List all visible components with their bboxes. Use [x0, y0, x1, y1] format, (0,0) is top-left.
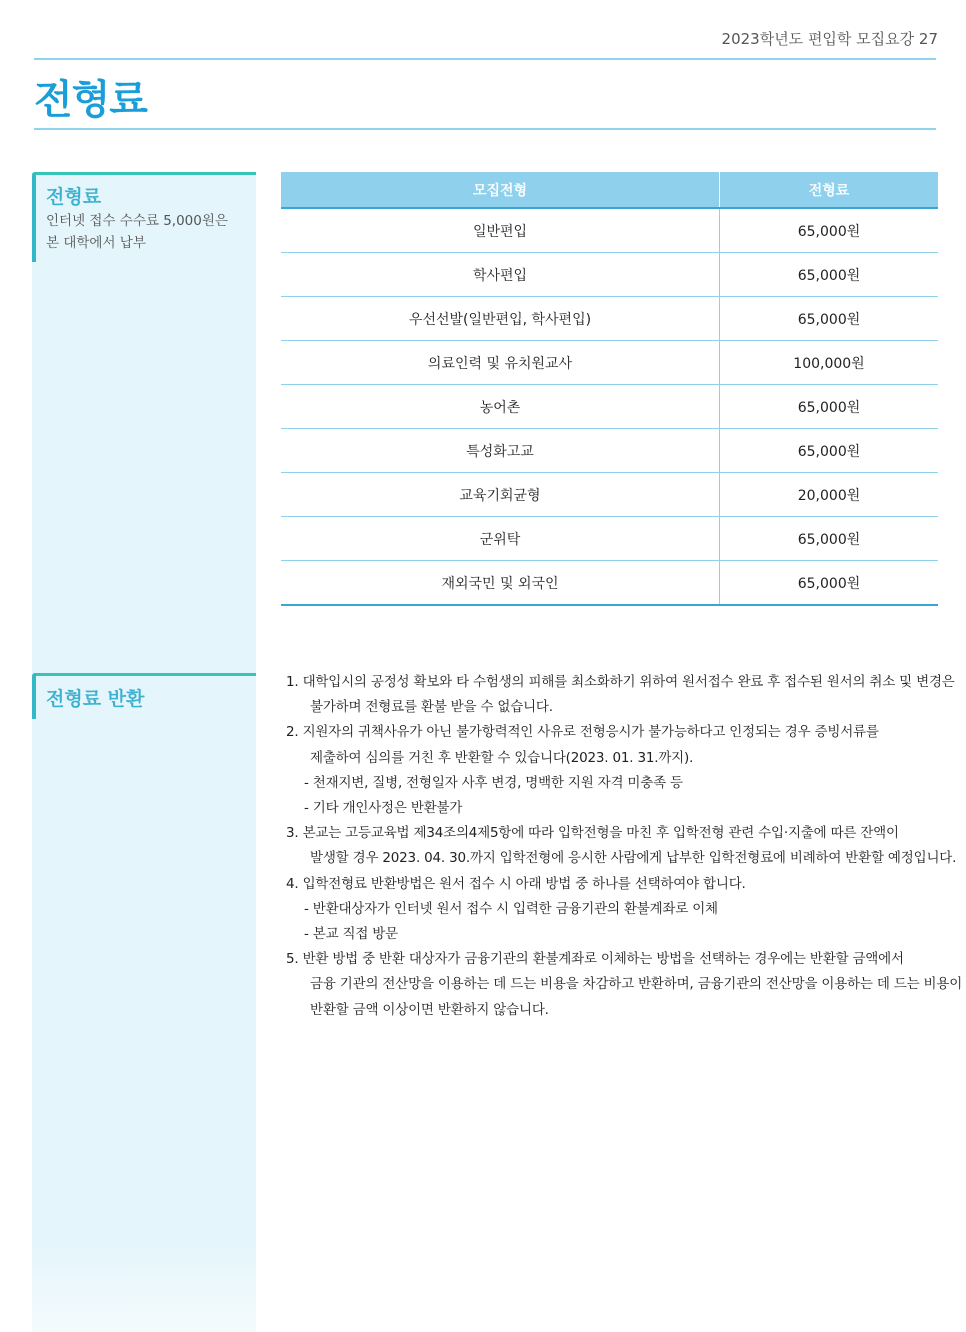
table-cell-fee: 100,000원 [720, 341, 939, 385]
sidebar-section-refund [32, 673, 256, 719]
refund-item: 5. 반환 방법 중 반환 대상자가 금융기관의 환불계좌로 이체하는 방법을 선택하는 경우에는 반환할 금액에서 [286, 951, 904, 968]
table-row [281, 253, 938, 297]
table-row [281, 517, 938, 561]
section-accent-line [32, 673, 256, 676]
table-cell-type: 일반편입 [281, 208, 720, 253]
refund-subitem: - 반환대상자가 인터넷 원서 접수 시 입력한 금융기관의 환불계좌로 이체 [304, 900, 718, 917]
sidebar-desc-line: 인터넷 접수 수수료 5,000원은 [46, 213, 228, 229]
fee-table [281, 172, 938, 606]
refund-subitem: - 본교 직접 방문 [304, 926, 398, 943]
section-accent-line [32, 172, 256, 175]
table-row [281, 297, 938, 341]
table-row [281, 429, 938, 473]
sidebar-desc-fee [46, 210, 252, 254]
sidebar-panel [32, 172, 256, 1332]
running-head: 2023학년도 편입학 모집요강 27 [721, 30, 938, 48]
table-cell-type: 학사편입 [281, 253, 720, 297]
title-divider [34, 128, 936, 130]
refund-item: 4. 입학전형료 반환방법은 원서 접수 시 아래 방법 중 하나를 선택하여야 합니다. [286, 875, 746, 892]
refund-item-continued: 불가하며 전형료를 환불 받을 수 없습니다. [310, 699, 553, 716]
table-cell-type: 교육기회균형 [281, 473, 720, 517]
table-cell-fee: 65,000원 [720, 429, 939, 473]
sidebar-heading-refund: 전형료 반환 [46, 688, 145, 710]
table-cell-type: 농어촌 [281, 385, 720, 429]
refund-item: 3. 본교는 고등교육법 제34조의4제5항에 따라 입학전형을 마친 후 입학전형 관련 수입·지출에 따른 잔액이 [286, 825, 899, 842]
sidebar-section-fee [32, 172, 256, 262]
table-cell-type: 우선선발(일반편입, 학사편입) [281, 297, 720, 341]
section-accent-bar [32, 673, 36, 719]
table-row [281, 208, 938, 253]
table-cell-fee: 65,000원 [720, 385, 939, 429]
table-cell-type: 의료인력 및 유치원교사 [281, 341, 720, 385]
refund-item-continued: 제출하여 심의를 거친 후 반환할 수 있습니다(2023. 01. 31.까지). [310, 749, 694, 766]
header-divider [34, 58, 936, 60]
sidebar-desc-line: 본 대학에서 납부 [46, 235, 146, 251]
refund-item-continued: 반환할 금액 이상이면 반환하지 않습니다. [310, 1001, 549, 1018]
table-row [281, 341, 938, 385]
table-cell-fee: 65,000원 [720, 517, 939, 561]
table-row [281, 385, 938, 429]
column-header: 전형료 [720, 172, 939, 208]
table-cell-fee: 20,000원 [720, 473, 939, 517]
table-cell-fee: 65,000원 [720, 253, 939, 297]
table-row [281, 561, 938, 606]
table-header-row [281, 172, 938, 208]
table-cell-fee: 65,000원 [720, 297, 939, 341]
refund-policy-list [286, 670, 963, 1023]
refund-item-continued: 금융 기관의 전산망을 이용하는 데 드는 비용을 차감하고 반환하며, 금융기관의 전산망을 이용하는 데 드는 비용이 [310, 976, 963, 993]
table-cell-type: 재외국민 및 외국인 [281, 561, 720, 606]
refund-item: 1. 대학입시의 공정성 확보와 타 수험생의 피해를 최소화하기 위하여 원서접수 완료 후 접수된 원서의 취소 및 변경은 [286, 674, 955, 690]
table-cell-fee: 65,000원 [720, 561, 939, 606]
refund-item-continued: 발생할 경우 2023. 04. 30.까지 입학전형에 응시한 사람에게 납부한 입학전형료에 비례하여 반환할 예정입니다. [310, 850, 957, 867]
table-cell-type: 군위탁 [281, 517, 720, 561]
table-cell-fee: 65,000원 [720, 208, 939, 253]
page-title: 전형료 [34, 77, 147, 123]
refund-item: 2. 지원자의 귀책사유가 아닌 불가항력적인 사유로 전형응시가 불가능하다고 인정되는 경우 증빙서류를 [286, 724, 879, 741]
section-accent-bar [32, 172, 36, 262]
table-cell-type: 특성화고교 [281, 429, 720, 473]
refund-subitem: - 천재지변, 질병, 전형일자 사후 변경, 명백한 지원 자격 미충족 등 [304, 774, 683, 791]
sidebar-heading-fee: 전형료 [46, 186, 102, 208]
table-row [281, 473, 938, 517]
refund-subitem: - 기타 개인사정은 반환불가 [304, 800, 463, 817]
column-header: 모집전형 [281, 172, 720, 208]
